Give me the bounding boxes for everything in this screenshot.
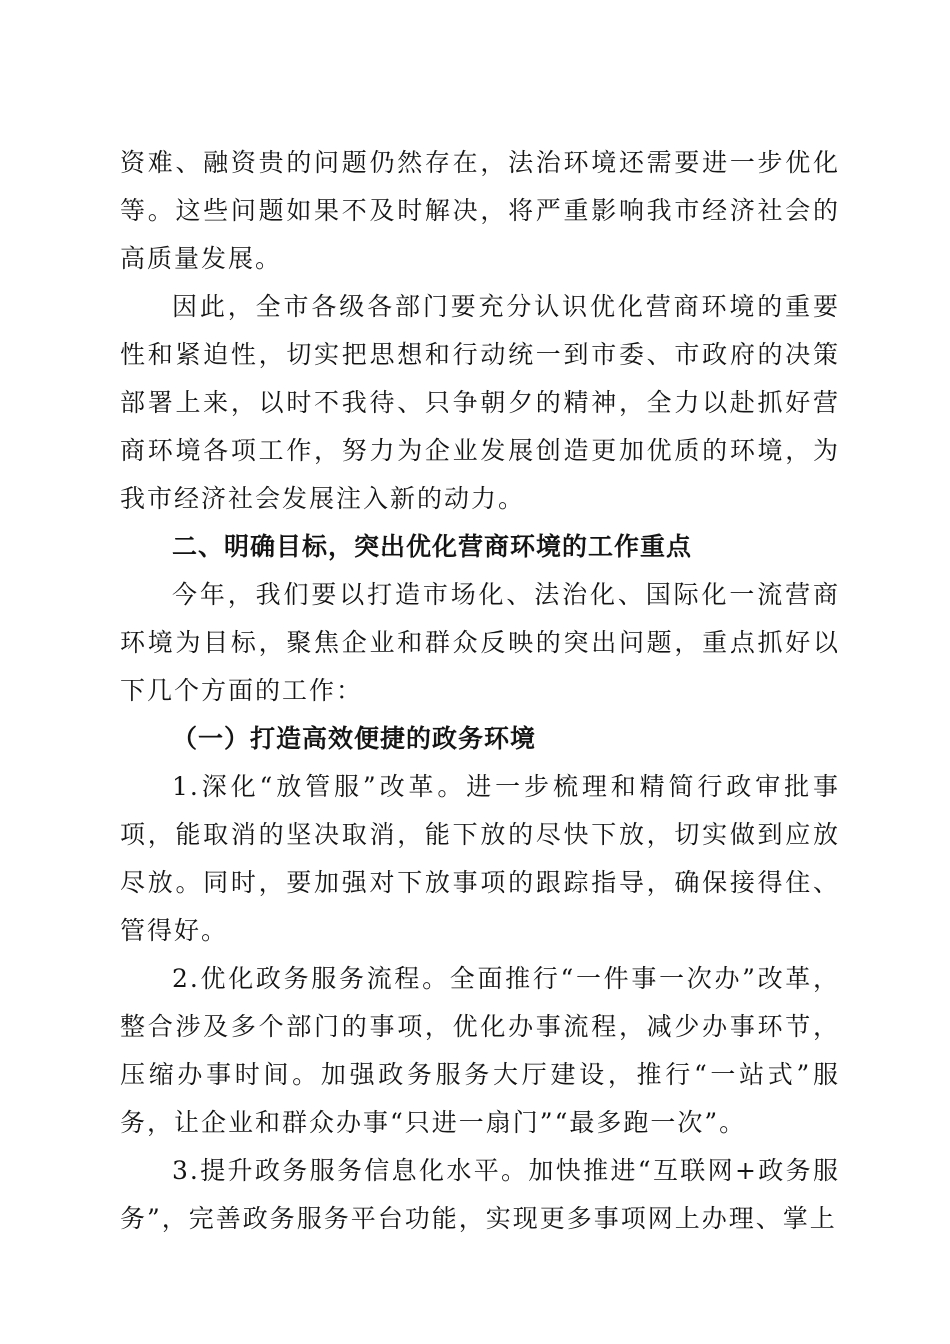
paragraph-goals: 今年，我们要以打造市场化、法治化、国际化一流营商环境为目标，聚焦企业和群众反映的突出问题，重点抓好以下几个方面的工作： xyxy=(120,580,840,705)
paragraph-therefore: 因此，全市各级各部门要充分认识优化营商环境的重要性和紧迫性，切实把思想和行动统一到市委、市政府的决策部署上来，以时不我待、只争朝夕的精神，全力以赴抓好营商环境各项工作，努力为企业发展创造更加优质的环境，为我市经济社会发展注入新的动力。 xyxy=(120,292,840,513)
paragraph-item-3: 3.提升政务服务信息化水平。加快推进“互联网+政务服务”，完善政务服务平台功能，实现更多事项网上办理、掌上 xyxy=(120,1156,840,1233)
paragraph-item-2: 2.优化政务服务流程。全面推行“一件事一次办”改革，整合涉及多个部门的事项，优化办事流程，减少办事环节，压缩办事时间。加强政务服务大厅建设，推行“一站式”服务，让企业和群众办事“只进一扇门”“最多跑一次”。 xyxy=(120,964,840,1137)
paragraph-item-1: 1.深化“放管服”改革。进一步梳理和精简行政审批事项，能取消的坚决取消，能下放的尽快下放，切实做到应放尽放。同时，要加强对下放事项的跟踪指导，确保接得住、管得好。 xyxy=(120,772,840,945)
document-body xyxy=(120,139,840,1243)
subsection-heading-1: （一）打造高效便捷的政务环境 xyxy=(172,724,537,753)
paragraph-continuation: 资难、融资贵的问题仍然存在，法治环境还需要进一步优化等。这些问题如果不及时解决，将严重影响我市经济社会的高质量发展。 xyxy=(120,148,840,273)
section-heading-2: 二、明确目标，突出优化营商环境的工作重点 xyxy=(172,532,693,561)
